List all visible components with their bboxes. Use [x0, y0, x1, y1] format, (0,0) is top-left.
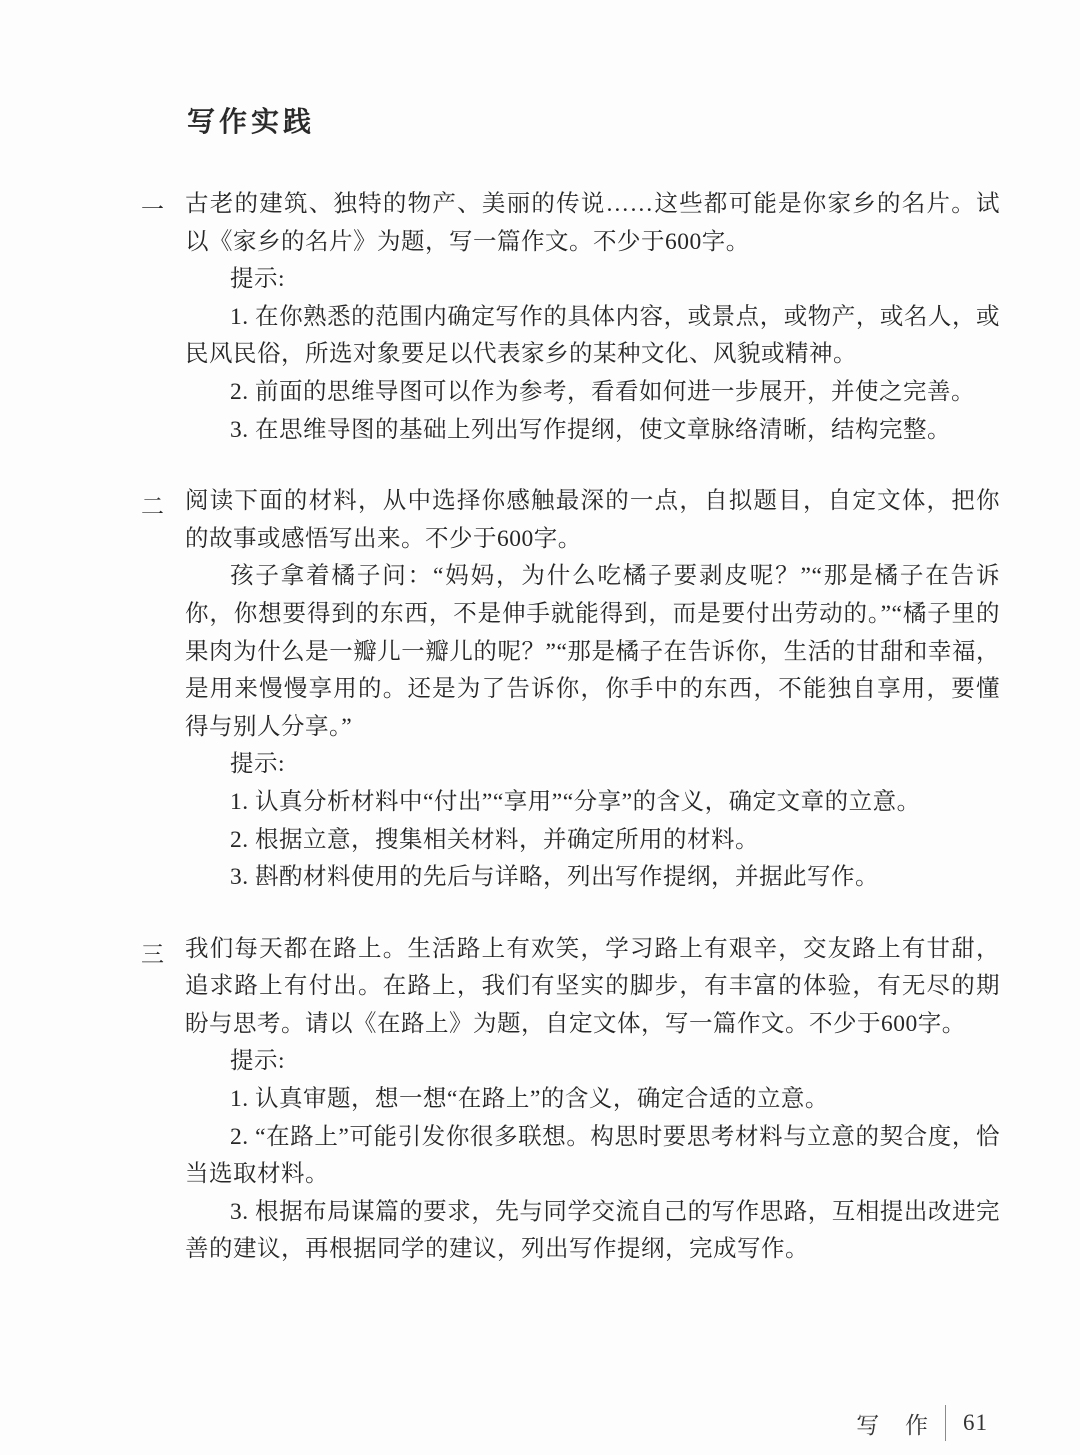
- task-2-hint-3: 3. 斟酌材料使用的先后与详略，列出写作提纲，并据此写作。: [230, 864, 879, 891]
- task-section-2: [141, 483, 1000, 897]
- task-3-hint-3: 3. 根据布局谋篇的要求，先与同学交流自己的写作思路，互相提出改进完善的建议，再根据同学的建议，列出写作提纲，完成写作。: [185, 1198, 1000, 1263]
- page-number: 61: [963, 1410, 988, 1435]
- task-3-number: 三: [141, 941, 164, 967]
- task-section-1: [141, 186, 1000, 449]
- task-2-hint-label: 提示:: [230, 751, 286, 778]
- task-2-number: 二: [141, 494, 164, 520]
- task-1-hint-3: 3. 在思维导图的基础上列出写作提纲，使文章脉络清晰，结构完整。: [230, 416, 951, 443]
- task-3-hint-1: 1. 认真审题，想一想“在路上”的含义，确定合适的立意。: [230, 1086, 829, 1113]
- task-3-prompt: 我们每天都在路上。生活路上有欢笑，学习路上有艰辛，交友路上有甘甜，追求路上有付出。在路上，我们有坚实的脚步，有丰富的体验，有无尽的期盼与思考。请以《在路上》为题，自定文体，写一篇作文。不少于600字。: [185, 935, 1000, 1037]
- task-3-hint-label: 提示:: [230, 1048, 286, 1075]
- task-1-number: 一: [141, 197, 164, 222]
- task-2-hint-2: 2. 根据立意，搜集相关材料，并确定所用的材料。: [230, 826, 759, 853]
- page-body: [141, 186, 1000, 1269]
- page-title: 写作实践: [187, 107, 316, 138]
- footer-divider: [945, 1405, 946, 1441]
- task-1-hint-2: 2. 前面的思维导图可以作为参考，看看如何进一步展开，并使之完善。: [230, 378, 975, 405]
- page-footer: [856, 1405, 988, 1441]
- task-section-3: [141, 931, 1000, 1269]
- task-2-hint-1: 1. 认真分析材料中“付出”“享用”“分享”的含义，确定文章的立意。: [230, 788, 921, 815]
- footer-section-label: 写 作: [856, 1412, 938, 1438]
- task-1-prompt: 古老的建筑、独特的物产、美丽的传说……这些都可能是你家乡的名片。试以《家乡的名片》为题，写一篇作文。不少于600字。: [185, 191, 1000, 255]
- task-1-hint-label: 提示:: [230, 266, 286, 293]
- task-3-hint-2: 2. “在路上”可能引发你很多联想。构思时要思考材料与立意的契合度，恰当选取材料。: [185, 1123, 1000, 1188]
- task-1-hint-1: 1. 在你熟悉的范围内确定写作的具体内容，或景点，或物产，或名人，或民风民俗，所选对象要足以代表家乡的某种文化、风貌或精神。: [185, 303, 1000, 368]
- task-2-material: 孩子拿着橘子问：“妈妈，为什么吃橘子要剥皮呢？”“那是橘子在告诉你，你想要得到的东西，不是伸手就能得到，而是要付出劳动的。”“橘子里的果肉为什么是一瓣儿一瓣儿的呢？”“那是橘子在告诉你，生活的甘甜和幸福，是用来慢慢享用的。还是为了告诉你，你手中的东西，不能独自享用，要懂得与别人分享。”: [185, 563, 1000, 740]
- task-2-prompt: 阅读下面的材料，从中选择你感触最深的一点，自拟题目，自定文体，把你的故事或感悟写出来。不少于600字。: [185, 488, 1000, 552]
